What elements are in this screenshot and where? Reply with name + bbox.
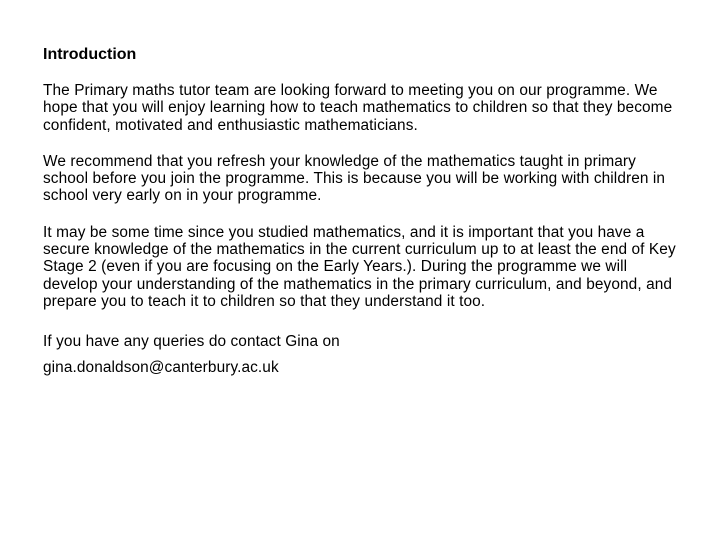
contact-line: If you have any queries do contact Gina on (43, 333, 340, 351)
document-heading: Introduction (43, 46, 137, 63)
intro-paragraph: The Primary maths tutor team are looking forward to meeting you on our programme. We hope that you will enjoy learning how to teach mathematics to children so that they become confident, motivated and enthusiastic mathematicians. (43, 82, 673, 134)
curriculum-paragraph: It may be some time since you studied mathematics, and it is important that you have a secure knowledge of the mathematics in the current curriculum up to at least the end of Key Stage 2 (even if you are focusing on the Early Years.). During the programme we will develop your understanding of the mathematics in the primary curriculum, and beyond, and prepare you to teach it to children so that they understand it too. (43, 223, 676, 310)
contact-block (43, 329, 683, 381)
document-body (43, 44, 683, 381)
recommendation-paragraph: We recommend that you refresh your knowledge of the mathematics taught in primary school before you join the programme. This is because you will be working with children in school very early on in your programme. (43, 152, 666, 205)
contact-email[interactable]: gina.donaldson@canterbury.ac.uk (43, 359, 279, 377)
